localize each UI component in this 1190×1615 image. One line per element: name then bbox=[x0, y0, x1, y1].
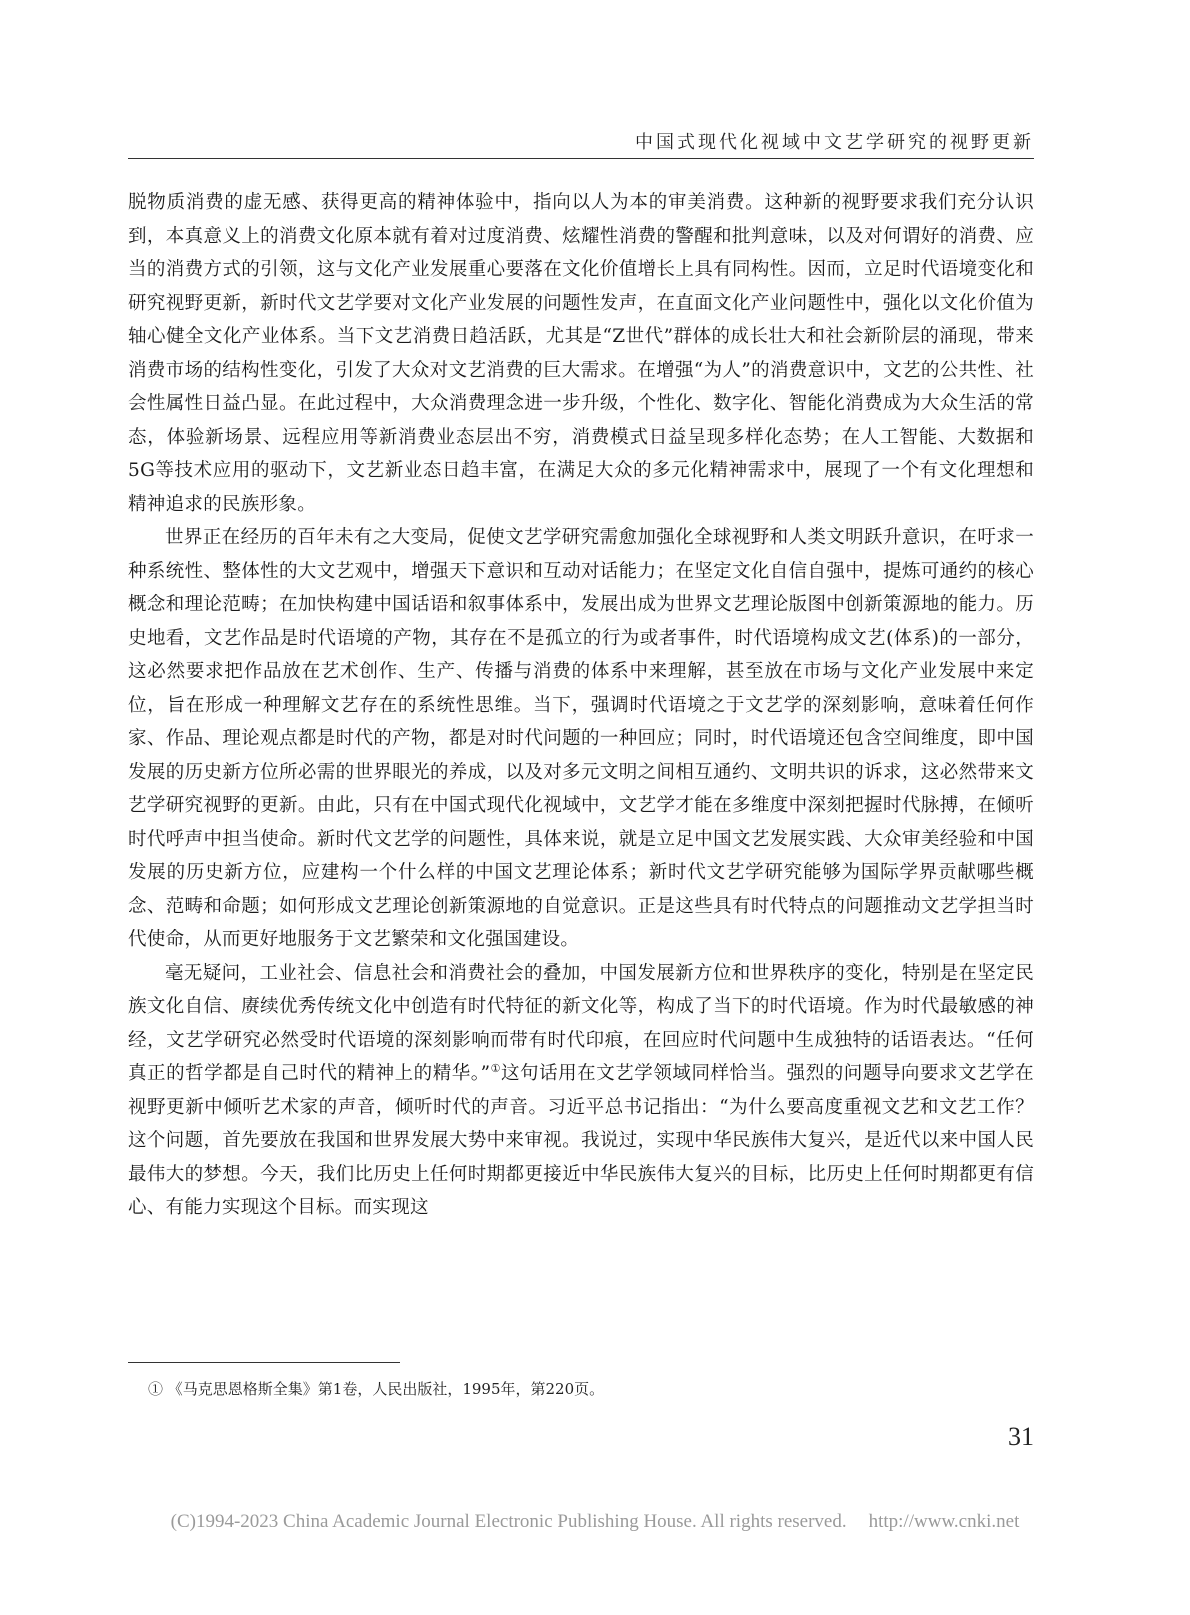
header-rule bbox=[128, 158, 1034, 159]
paragraph-3-text-before: 毫无疑问，工业社会、信息社会和消费社会的叠加，中国发展新方位和世界秩序的变化，特别是在坚定民族文化自信、赓续优秀传统文化中创造有时代特征的新文化等，构成了当下的时代语境。作为时代最敏感的神经，文艺学研究必然受时代语境的深刻影响而带有时代印痕，在回应时代问题中生成独特的话语表达。“任何真正的哲学都是自己时代的精神上的精华。” bbox=[128, 962, 1034, 1084]
copyright-line bbox=[0, 1511, 1190, 1533]
running-header-title: 中国式现代化视域中文艺学研究的视野更新 bbox=[635, 132, 1034, 153]
footnote-rule bbox=[128, 1362, 400, 1363]
copyright-notice: (C)1994-2023 China Academic Journal Electronic Publishing House. All rights reserved. bbox=[170, 1511, 847, 1532]
paragraph-3 bbox=[128, 957, 1034, 1225]
paragraph-3-text-after: 这句话用在文艺学领域同样恰当。强烈的问题导向要求文艺学在视野更新中倾听艺术家的声音，倾听时代的声音。习近平总书记指出：“为什么要高度重视文艺和文艺工作？这个问题，首先要放在我国和世界发展大势中来审视。我说过，实现中华民族伟大复兴，是近代以来中国人民最伟大的梦想。今天，我们比历史上任何时期都更接近中华民族伟大复兴的目标，比历史上任何时期都更有信心、有能力实现这个目标。而实现这 bbox=[128, 1063, 1034, 1218]
article-body bbox=[128, 186, 1034, 1225]
page-number: 31 bbox=[1008, 1422, 1034, 1451]
footnote-reference-1[interactable]: ① bbox=[490, 1061, 501, 1075]
paragraph-1: 脱物质消费的虚无感、获得更高的精神体验中，指向以人为本的审美消费。这种新的视野要求我们充分认识到，本真意义上的消费文化原本就有着对过度消费、炫耀性消费的警醒和批判意味，以及对何谓好的消费、应当的消费方式的引领，这与文化产业发展重心要落在文化价值增长上具有同构性。因而，立足时代语境变化和研究视野更新，新时代文艺学要对文化产业发展的问题性发声，在直面文化产业问题性中，强化以文化价值为轴心健全文化产业体系。当下文艺消费日趋活跃，尤其是“Z世代”群体的成长壮大和社会新阶层的涌现，带来消费市场的结构性变化，引发了大众对文艺消费的巨大需求。在增强“为人”的消费意识中，文艺的公共性、社会性属性日益凸显。在此过程中，大众消费理念进一步升级，个性化、数字化、智能化消费成为大众生活的常态，体验新场景、远程应用等新消费业态层出不穷，消费模式日益呈现多样化态势；在人工智能、大数据和5G等技术应用的驱动下，文艺新业态日趋丰富，在满足大众的多元化精神需求中，展现了一个有文化理想和精神追求的民族形象。 bbox=[128, 192, 1034, 515]
paragraph-2: 世界正在经历的百年未有之大变局，促使文艺学研究需愈加强化全球视野和人类文明跃升意识，在吁求一种系统性、整体性的大文艺观中，增强天下意识和互动对话能力；在坚定文化自信自强中，提炼可通约的核心概念和理论范畴；在加快构建中国话语和叙事体系中，发展出成为世界文艺理论版图中创新策源地的能力。历史地看，文艺作品是时代语境的产物，其存在不是孤立的行为或者事件，时代语境构成文艺(体系)的一部分，这必然要求把作品放在艺术创作、生产、传播与消费的体系中来理解，甚至放在市场与文化产业发展中来定位，旨在形成一种理解文艺存在的系统性思维。当下，强调时代语境之于文艺学的深刻影响，意味着任何作家、作品、理论观点都是时代的产物，都是对时代问题的一种回应；同时，时代语境还包含空间维度，即中国发展的历史新方位所必需的世界眼光的养成，以及对多元文明之间相互通约、文明共识的诉求，这必然带来文艺学研究视野的更新。由此，只有在中国式现代化视域中，文艺学才能在多维度中深刻把握时代脉搏，在倾听时代呼声中担当使命。新时代文艺学的问题性，具体来说，就是立足中国文艺发展实践、大众审美经验和中国发展的历史新方位，应建构一个什么样的中国文艺理论体系；新时代文艺学研究能够为国际学界贡献哪些概念、范畴和命题；如何形成文艺理论创新策源地的自觉意识。正是这些具有时代特点的问题推动文艺学担当时代使命，从而更好地服务于文艺繁荣和文化强国建设。 bbox=[128, 527, 1034, 950]
footnote-1: ① 《马克思恩格斯全集》第1卷，人民出版社，1995年，第220页。 bbox=[148, 1380, 605, 1398]
copyright-url[interactable]: http://www.cnki.net bbox=[868, 1511, 1020, 1532]
